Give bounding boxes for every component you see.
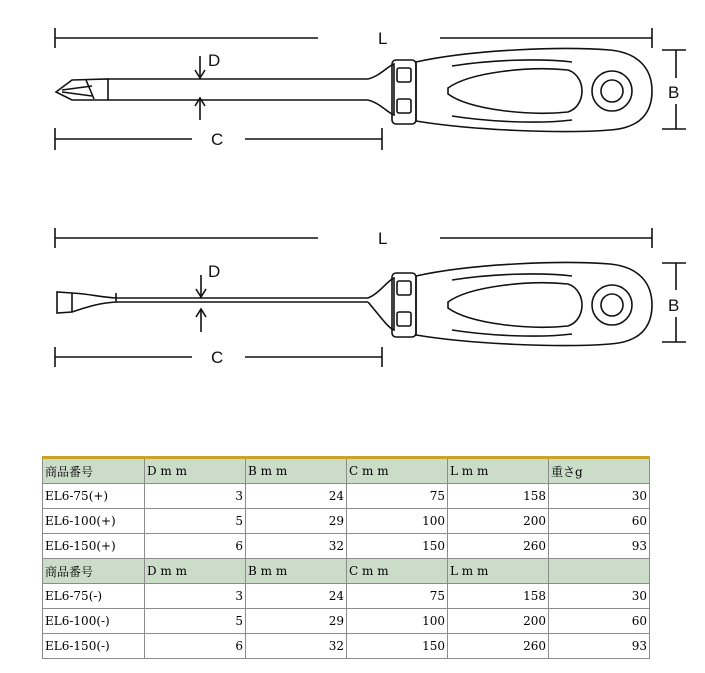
column-header: C m m xyxy=(347,458,448,484)
phillips-label-L: L xyxy=(378,29,388,48)
value-cell: 93 xyxy=(549,634,650,659)
value-cell: 150 xyxy=(347,634,448,659)
slotted-label-D: D xyxy=(208,262,221,281)
value-cell: 158 xyxy=(448,584,549,609)
table-row xyxy=(43,534,650,559)
value-cell: 260 xyxy=(448,634,549,659)
value-cell: 24 xyxy=(246,584,347,609)
column-header: C m m xyxy=(347,559,448,584)
product-code-cell: EL6-100(+) xyxy=(43,509,145,534)
slotted-label-B: B xyxy=(668,296,680,315)
spec-table xyxy=(42,456,650,659)
value-cell: 260 xyxy=(448,534,549,559)
value-cell: 30 xyxy=(549,484,650,509)
product-code-cell: EL6-75(-) xyxy=(43,584,145,609)
table-row xyxy=(43,634,650,659)
column-header: D m m xyxy=(145,559,246,584)
product-code-cell: EL6-150(+) xyxy=(43,534,145,559)
table-header-row xyxy=(43,559,650,584)
product-code-cell: EL6-150(-) xyxy=(43,634,145,659)
column-header: B m m xyxy=(246,559,347,584)
slotted-screwdriver xyxy=(55,228,686,367)
column-header: 重さg xyxy=(549,458,650,484)
table-header-row xyxy=(43,458,650,484)
slotted-label-L: L xyxy=(378,229,388,248)
value-cell: 29 xyxy=(246,609,347,634)
product-code-cell: EL6-100(-) xyxy=(43,609,145,634)
table-row xyxy=(43,584,650,609)
value-cell: 29 xyxy=(246,509,347,534)
column-header: 商品番号 xyxy=(43,458,145,484)
slotted-label-C: C xyxy=(211,348,224,367)
table-row xyxy=(43,509,650,534)
value-cell: 158 xyxy=(448,484,549,509)
value-cell: 200 xyxy=(448,609,549,634)
value-cell: 100 xyxy=(347,609,448,634)
product-code-cell: EL6-75(+) xyxy=(43,484,145,509)
value-cell: 6 xyxy=(145,634,246,659)
value-cell: 6 xyxy=(145,534,246,559)
value-cell: 3 xyxy=(145,484,246,509)
value-cell: 24 xyxy=(246,484,347,509)
column-header: 商品番号 xyxy=(43,559,145,584)
column-header: D m m xyxy=(145,458,246,484)
column-header: L m m xyxy=(448,559,549,584)
table-row xyxy=(43,609,650,634)
value-cell: 75 xyxy=(347,484,448,509)
phillips-label-C: C xyxy=(211,130,224,149)
value-cell: 75 xyxy=(347,584,448,609)
column-header: B m m xyxy=(246,458,347,484)
phillips-label-B: B xyxy=(668,83,680,102)
value-cell: 32 xyxy=(246,534,347,559)
value-cell: 60 xyxy=(549,509,650,534)
value-cell: 5 xyxy=(145,509,246,534)
value-cell: 30 xyxy=(549,584,650,609)
column-header xyxy=(549,559,650,584)
value-cell: 150 xyxy=(347,534,448,559)
value-cell: 3 xyxy=(145,584,246,609)
column-header: L m m xyxy=(448,458,549,484)
phillips-screwdriver xyxy=(55,28,686,150)
value-cell: 32 xyxy=(246,634,347,659)
value-cell: 200 xyxy=(448,509,549,534)
value-cell: 100 xyxy=(347,509,448,534)
phillips-label-D: D xyxy=(208,51,221,70)
value-cell: 5 xyxy=(145,609,246,634)
value-cell: 93 xyxy=(549,534,650,559)
value-cell: 60 xyxy=(549,609,650,634)
table-row xyxy=(43,484,650,509)
